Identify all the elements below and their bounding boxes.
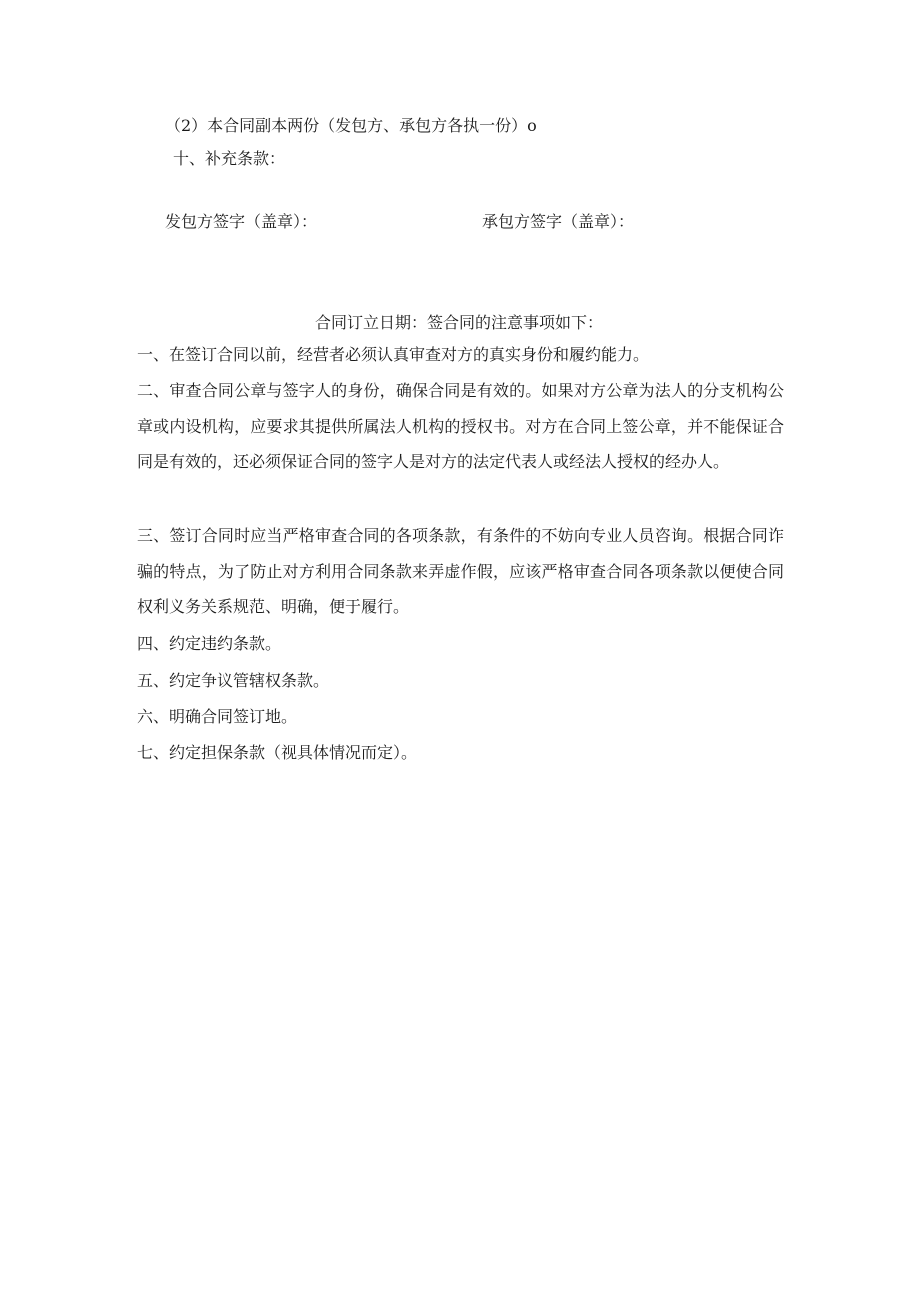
copy-count-line: （2）本合同副本两份（发包方、承包方各执一份）o <box>165 116 537 135</box>
party-b-signature-label: 承包方签字（盖章）： <box>482 212 635 231</box>
note-item-5: 五、约定争议管辖权条款。 <box>137 671 330 690</box>
note-item-3: 三、签订合同时应当严格审查合同的各项条款，有条件的不妨向专业人员咨询。根据合同诈骗的特点，为了防止对方利用合同条款来弄虚作假，应该严格审查合同各项条款以便使合同权利义务关系规范、明确，便于履行。 <box>137 526 784 616</box>
note-item-6: 六、明确合同签订地。 <box>137 707 298 726</box>
note-item-4: 四、约定违约条款。 <box>137 634 282 653</box>
note-item-1: 一、在签订合同以前，经营者必须认真审查对方的真实身份和履约能力。 <box>137 345 650 364</box>
note-item-7: 七、约定担保条款（视具体情况而定）。 <box>137 743 418 762</box>
party-a-signature-label: 发包方签字（盖章）： <box>165 212 318 231</box>
signing-date-heading: 合同订立日期：签合同的注意事项如下： <box>315 313 604 332</box>
supplement-clause-heading: 十、补充条款： <box>173 149 286 168</box>
note-item-2: 二、审查合同公章与签字人的身份，确保合同是有效的。如果对方公章为法人的分支机构公章或内设机构，应要求其提供所属法人机构的授权书。对方在合同上签公章，并不能保证合同是有效的，还必须保证合同的签字人是对方的法定代表人或经法人授权的经办人。 <box>137 381 784 471</box>
